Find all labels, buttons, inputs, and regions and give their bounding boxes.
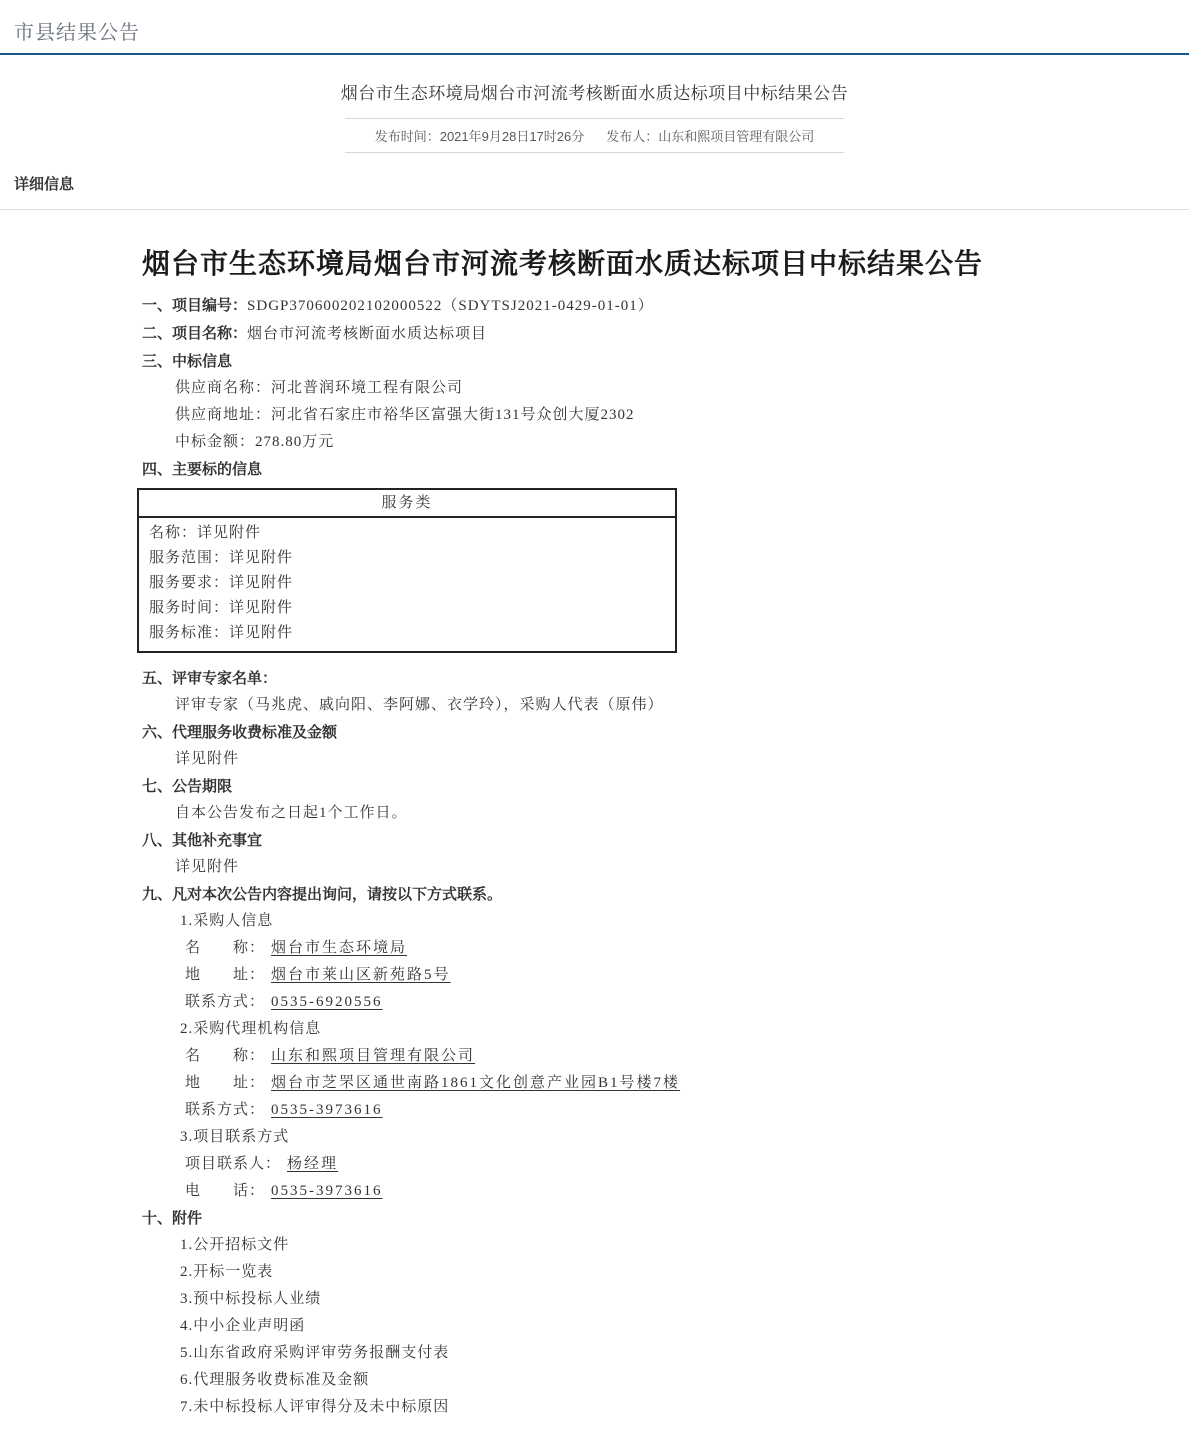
other-matters-line: 详见附件 xyxy=(175,859,240,875)
bid-amount-line: 中标金额：278.80万元 xyxy=(175,434,335,450)
table-row: 服务范围：详见附件 xyxy=(149,550,294,566)
divider xyxy=(0,209,1189,210)
agency-info-heading: 2.采购代理机构信息 xyxy=(180,1021,322,1037)
publisher-label: 发布人： xyxy=(606,129,659,144)
contact-row xyxy=(185,1097,1047,1124)
service-info-table xyxy=(137,488,677,653)
attachment-link[interactable]: 6.代理服务收费标准及金额 xyxy=(180,1372,370,1388)
project-name-line xyxy=(142,320,1047,348)
agency-fee-heading: 六、代理服务收费标准及金额 xyxy=(142,724,338,741)
attachment-link[interactable]: 3.预中标投标人业绩 xyxy=(180,1291,322,1307)
contact-row xyxy=(185,1178,1047,1205)
publisher-value: 山东和熙项目管理有限公司 xyxy=(658,129,815,144)
project-number-label: 一、项目编号： xyxy=(142,297,248,314)
contact-row xyxy=(185,1070,1047,1097)
contact-label: 项目联系人： xyxy=(185,1156,282,1172)
contact-value: 0535-6920556 xyxy=(271,994,383,1010)
doc-header xyxy=(0,79,1189,210)
contact-label: 联系方式： xyxy=(185,1102,266,1118)
contact-label: 联系方式： xyxy=(185,994,266,1010)
project-contact-heading: 3.项目联系方式 xyxy=(180,1129,290,1145)
project-number-value: SDGP370600202102000522（SDYTSJ2021-0429-01-01） xyxy=(247,298,654,314)
table-body xyxy=(139,518,675,651)
contact-value: 0535-3973616 xyxy=(271,1102,383,1118)
contact-section-heading: 九、凡对本次公告内容提出询问，请按以下方式联系。 xyxy=(142,886,503,903)
attachment-link[interactable]: 5.山东省政府采购评审劳务报酬支付表 xyxy=(180,1345,450,1361)
announcement-period-line: 自本公告发布之日起1个工作日。 xyxy=(175,805,408,821)
table-row: 服务标准：详见附件 xyxy=(149,625,294,641)
experts-line: 评审专家（马兆虎、戚向阳、李阿娜、衣学玲），采购人代表（原伟） xyxy=(175,697,664,713)
project-name-value: 烟台市河流考核断面水质达标项目 xyxy=(247,326,488,342)
attachment-link[interactable]: 7.未中标投标人评审得分及未中标原因 xyxy=(180,1399,450,1415)
contact-row xyxy=(185,1043,1047,1070)
contact-label: 名 称： xyxy=(185,940,266,956)
table-row: 服务要求：详见附件 xyxy=(149,575,294,591)
announcement-period-heading: 七、公告期限 xyxy=(142,778,233,795)
publish-time-value: 2021年9月28日17时26分 xyxy=(439,129,585,144)
announcement-title-small: 烟台市生态环境局烟台市河流考核断面水质达标项目中标结果公告 xyxy=(340,84,849,103)
announcement-body xyxy=(142,248,1047,1421)
section-title: 市县结果公告 xyxy=(14,22,140,44)
article-title: 烟台市生态环境局烟台市河流考核断面水质达标项目中标结果公告 xyxy=(142,249,984,280)
attachment-link[interactable]: 1.公开招标文件 xyxy=(180,1237,290,1253)
contact-row xyxy=(185,1151,1047,1178)
detail-info-label: 详细信息 xyxy=(14,176,75,193)
contact-label: 地 址： xyxy=(185,967,266,983)
contact-value: 0535-3973616 xyxy=(271,1183,383,1199)
contact-label: 名 称： xyxy=(185,1048,266,1064)
supplier-address-line: 供应商地址：河北省石家庄市裕华区富强大街131号众创大厦2302 xyxy=(175,407,635,423)
main-target-heading: 四、主要标的信息 xyxy=(142,461,263,478)
contact-label: 电 话： xyxy=(185,1183,266,1199)
other-matters-heading: 八、其他补充事宜 xyxy=(142,832,263,849)
attachment-link[interactable]: 2.开标一览表 xyxy=(180,1264,274,1280)
contact-value: 烟台市生态环境局 xyxy=(271,940,408,956)
section-header-bar xyxy=(0,0,1189,55)
contact-value: 烟台市莱山区新苑路5号 xyxy=(271,967,451,983)
purchaser-info-heading: 1.采购人信息 xyxy=(180,913,274,929)
contact-value: 烟台市芝罘区通世南路1861文化创意产业园B1号楼7楼 xyxy=(271,1075,681,1091)
table-header-service-type: 服务类 xyxy=(139,490,675,518)
bid-info-heading: 三、中标信息 xyxy=(142,353,233,370)
publish-info-bar xyxy=(345,118,845,153)
contact-value: 杨经理 xyxy=(287,1156,339,1172)
contact-label: 地 址： xyxy=(185,1075,266,1091)
attachments-heading: 十、附件 xyxy=(142,1210,203,1227)
agency-fee-line: 详见附件 xyxy=(175,751,240,767)
contact-row xyxy=(185,989,1047,1016)
project-number-line xyxy=(142,292,1047,320)
table-row: 服务时间：详见附件 xyxy=(149,600,294,616)
project-name-label: 二、项目名称： xyxy=(142,325,248,342)
attachment-link[interactable]: 4.中小企业声明函 xyxy=(180,1318,306,1334)
contact-value: 山东和熙项目管理有限公司 xyxy=(271,1048,476,1064)
supplier-name-line: 供应商名称：河北普润环境工程有限公司 xyxy=(175,380,464,396)
table-row: 名称：详见附件 xyxy=(149,525,262,541)
publish-time-label: 发布时间： xyxy=(374,129,440,144)
contact-row xyxy=(185,935,1047,962)
contact-row xyxy=(185,962,1047,989)
experts-heading: 五、评审专家名单： xyxy=(142,670,278,687)
